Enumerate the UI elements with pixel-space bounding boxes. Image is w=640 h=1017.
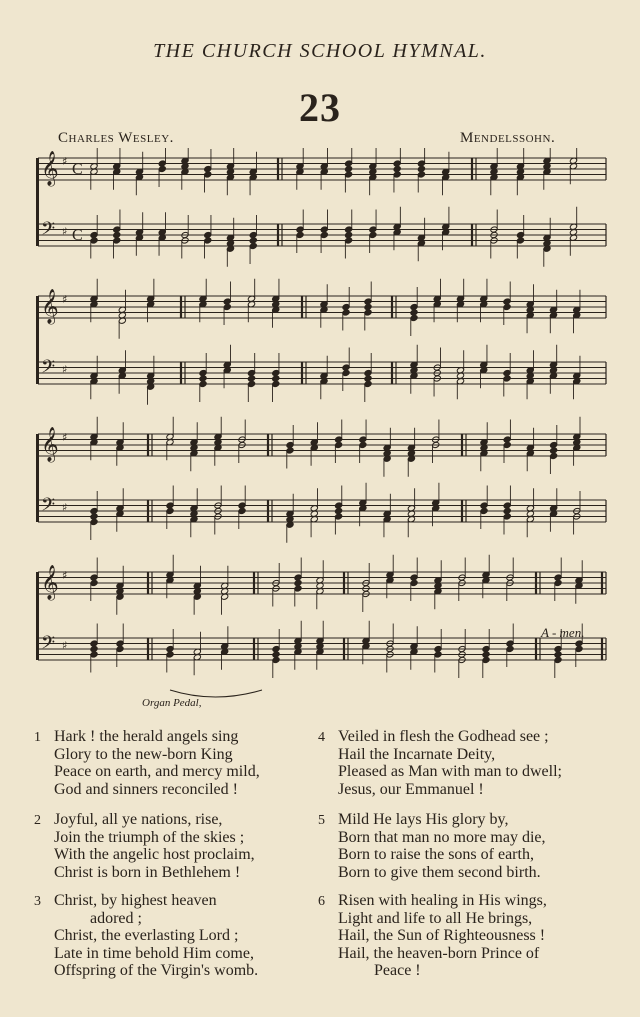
system-bracket [36,434,39,522]
time-signature: C [72,161,83,178]
verse-3 [34,892,259,980]
sharp-icon: ♯ [62,363,68,376]
verse-number: 3 [34,894,41,909]
organ-pedal-slur [170,690,262,697]
verse-2 [34,811,255,881]
verse-line: Hail the Incarnate Deity, [338,745,496,763]
hymn-number: 23 [299,85,341,130]
verse-line: adored ; [90,909,142,927]
sharp-icon: ♯ [62,225,68,238]
verse-line: Mild He lays His glory by, [338,811,509,828]
verse-5 [318,811,546,881]
sharp-icon: ♯ [62,569,68,582]
treble-clef-icon: 𝄞 [41,565,59,600]
sharp-icon: ♯ [62,639,68,652]
music-score [30,148,620,708]
verse-number: 2 [34,813,41,828]
composer: Mendelssohn. [460,130,556,146]
sharp-icon: ♯ [62,293,68,306]
bass-clef-icon: 𝄢 [41,495,56,520]
treble-clef-icon: 𝄞 [41,289,59,324]
bass-clef-icon: 𝄢 [41,633,56,658]
verse-line: Glory to the new-born King [54,745,233,763]
verse-line: Hail, the heaven-born Prince of [338,944,540,962]
author: Charles Wesley. [58,130,174,146]
verse-6 [318,892,547,980]
verse-line: Peace on earth, and mercy mild, [54,763,260,781]
verse-line: Jesus, our Emmanuel ! [338,780,484,798]
system-bracket [36,296,39,384]
verse-number: 1 [34,730,41,745]
verse-line: With the angelic host proclaim, [54,846,255,864]
verse-line: Hail, the Sun of Righteousness ! [338,927,546,945]
book-title: THE CHURCH SCHOOL HYMNAL. [153,40,487,62]
time-signature: C [72,227,83,244]
organ-pedal-marking: Organ Pedal, [142,697,202,709]
verse-line: Offspring of the Virgin's womb. [54,962,259,980]
sharp-icon: ♯ [62,431,68,444]
verse-line: Christ, the everlasting Lord ; [54,927,239,945]
treble-clef-icon: 𝄞 [41,151,59,186]
verse-line: Risen with healing in His wings, [338,892,547,909]
verse-line: Born to raise the sons of earth, [338,846,534,864]
verse-line: Light and life to all He brings, [338,909,533,927]
verse-number: 6 [318,894,325,909]
verse-line: Peace ! [374,962,421,980]
verse-number: 5 [318,813,325,828]
verse-line: Christ, by highest heaven [54,892,217,909]
bass-clef-icon: 𝄢 [41,219,56,244]
sharp-icon: ♯ [62,155,68,168]
verse-line: Late in time behold Him come, [54,944,254,962]
verse-line: Hark ! the herald angels sing [54,728,239,745]
amen-lyric: A - men. [541,625,585,640]
verse-number: 4 [318,730,325,745]
verse-line: Join the triumph of the skies ; [54,828,245,846]
verse-line: God and sinners reconciled ! [54,780,238,798]
verse-line: Veiled in flesh the Godhead see ; [338,728,549,745]
verse-line: Christ is born in Bethlehem ! [54,863,241,881]
verse-line: Born to give them second birth. [338,863,541,881]
verse-1 [34,728,260,798]
verse-line: Joyful, all ye nations, rise, [54,811,223,828]
verse-line: Pleased as Man with man to dwell; [338,763,562,781]
system-bracket [36,158,39,246]
sharp-icon: ♯ [62,501,68,514]
system-bracket [36,572,39,660]
bass-clef-icon: 𝄢 [41,357,56,382]
verse-4 [318,728,562,798]
verse-line: Born that man no more may die, [338,828,546,846]
treble-clef-icon: 𝄞 [41,427,59,462]
